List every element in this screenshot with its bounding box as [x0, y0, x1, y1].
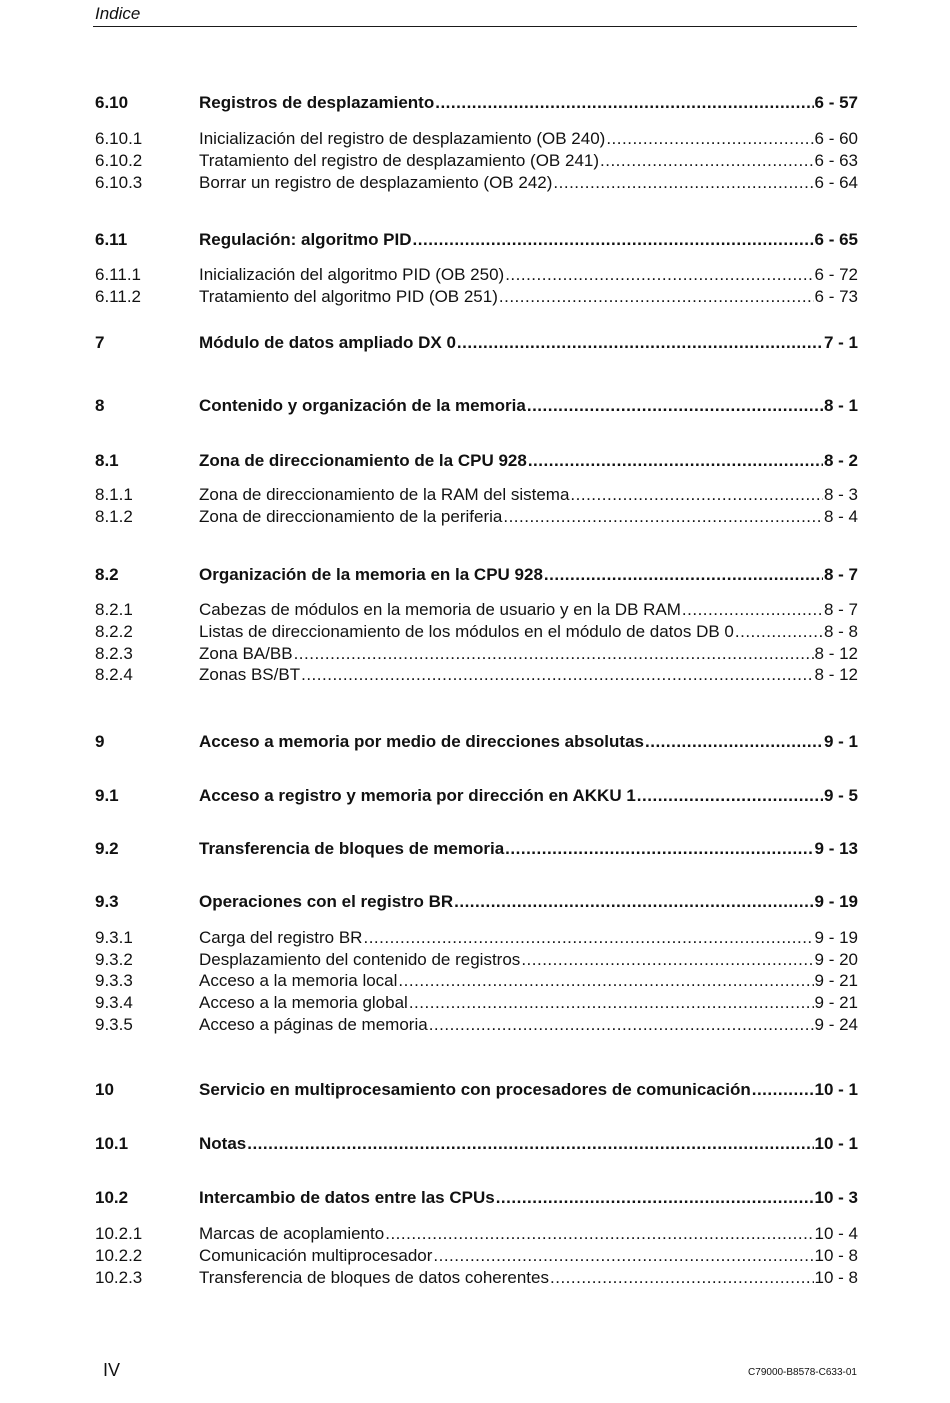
toc-entry-number: 9.2 — [95, 839, 119, 858]
toc-entry-title: Acceso a la memoria global — [199, 993, 408, 1012]
toc-entry-page: 6 - 57 — [814, 93, 858, 112]
toc-entry — [95, 970, 858, 992]
toc-entry — [95, 484, 858, 506]
page-header-title: Indice — [95, 4, 141, 23]
toc-entry-number: 8.1.1 — [95, 485, 133, 504]
toc-entry — [95, 264, 858, 286]
toc-entry — [95, 1079, 858, 1101]
toc-dot-leader — [600, 150, 814, 172]
toc-entry-number: 10.2.1 — [95, 1224, 143, 1243]
toc-entry-page: 8 - 12 — [814, 665, 858, 684]
toc-entry-page: 6 - 65 — [814, 230, 858, 249]
toc-entry-page: 8 - 4 — [823, 507, 858, 526]
toc-entry-page: 8 - 1 — [823, 396, 858, 415]
toc-entry-title: Transferencia de bloques de memoria — [199, 839, 505, 858]
toc-entry-title: Organización de la memoria en la CPU 928 — [199, 565, 543, 584]
toc-entry-number: 10.2.2 — [95, 1246, 143, 1265]
toc-entry-title: Servicio en multiprocesamiento con procesadores de comunicación — [199, 1080, 751, 1099]
toc-entry — [95, 1245, 858, 1267]
toc-dot-leader — [550, 1267, 814, 1289]
toc-entry-number: 9.3.5 — [95, 1015, 133, 1034]
toc-entry-title: Carga del registro BR — [199, 928, 363, 947]
toc-entry-number: 9.3.3 — [95, 971, 133, 990]
toc-entry-page: 9 - 19 — [814, 892, 858, 911]
toc-dot-leader — [363, 927, 813, 949]
toc-entry-number: 10.2.3 — [95, 1268, 143, 1287]
toc-entry — [95, 838, 858, 860]
toc-entry-title: Listas de direccionamiento de los módulos en el módulo de datos DB 0 — [199, 622, 734, 641]
toc-entry-page: 8 - 3 — [823, 485, 858, 504]
toc-entry-number: 6.11.2 — [95, 287, 142, 306]
toc-entry — [95, 229, 858, 251]
toc-dot-leader — [752, 1079, 814, 1101]
toc-entry-number: 6.10.2 — [95, 151, 143, 170]
toc-entry-title: Inicialización del algoritmo PID (OB 250) — [199, 265, 505, 284]
toc-dot-leader — [553, 172, 813, 194]
toc-entry-number: 8.2.4 — [95, 665, 133, 684]
toc-entry-number: 8.2 — [95, 565, 119, 584]
toc-dot-leader — [499, 286, 814, 308]
toc-entry-page: 10 - 1 — [814, 1134, 858, 1153]
toc-entry-title: Registros de desplazamiento — [199, 93, 435, 112]
toc-entry-title: Módulo de datos ampliado DX 0 — [199, 333, 456, 352]
toc-entry-number: 8.1 — [95, 451, 119, 470]
toc-entry — [95, 332, 858, 354]
toc-dot-leader — [637, 785, 823, 807]
toc-entry-page: 9 - 21 — [814, 971, 858, 990]
toc-entry-page: 8 - 8 — [823, 622, 858, 641]
toc-dot-leader — [294, 643, 814, 665]
toc-dot-leader — [505, 264, 813, 286]
toc-entry — [95, 172, 858, 194]
toc-entry-number: 10 — [95, 1080, 114, 1099]
toc-dot-leader — [521, 949, 813, 971]
toc-entry-number: 9.3.1 — [95, 928, 133, 947]
toc-dot-leader — [398, 970, 813, 992]
toc-entry-title: Contenido y organización de la memoria — [199, 396, 526, 415]
toc-entry — [95, 128, 858, 150]
toc-entry-number: 6.11.1 — [95, 265, 142, 284]
toc-entry-number: 9.1 — [95, 786, 119, 805]
toc-dot-leader — [503, 506, 823, 528]
toc-entry-number: 6.10 — [95, 93, 129, 112]
toc-entry — [95, 286, 858, 308]
toc-entry-title: Acceso a páginas de memoria — [199, 1015, 428, 1034]
toc-entry-number: 6.10.1 — [95, 129, 143, 148]
toc-entry-title: Transferencia de bloques de datos coherentes — [199, 1268, 549, 1287]
toc-entry — [95, 450, 858, 472]
footer-page-number: IV — [103, 1360, 121, 1380]
toc-entry-title: Zona de direccionamiento de la CPU 928 — [199, 451, 527, 470]
toc-dot-leader — [528, 450, 823, 472]
toc-entry-page: 9 - 20 — [814, 950, 858, 969]
toc-entry — [95, 927, 858, 949]
toc-entry — [95, 949, 858, 971]
toc-entry-number: 7 — [95, 333, 105, 352]
toc-entry-title: Desplazamiento del contenido de registros — [199, 950, 521, 969]
toc-entry-number: 8.2.3 — [95, 644, 133, 663]
toc-entry-number: 9.3 — [95, 892, 119, 911]
toc-dot-leader — [496, 1187, 814, 1209]
toc-entry-page: 9 - 13 — [814, 839, 858, 858]
toc-entry-page: 10 - 3 — [814, 1188, 858, 1207]
toc-entry-page: 10 - 4 — [814, 1224, 858, 1243]
toc-dot-leader — [413, 229, 814, 251]
toc-entry-number: 6.11 — [95, 230, 128, 249]
toc-entry-page: 9 - 21 — [814, 993, 858, 1012]
toc-entry-number: 10.1 — [95, 1134, 129, 1153]
toc-entry-number: 8.2.2 — [95, 622, 133, 641]
toc-dot-leader — [735, 621, 823, 643]
toc-entry-page: 9 - 1 — [823, 732, 858, 751]
toc-entry-title: Acceso a memoria por medio de direcciones absolutas — [199, 732, 644, 751]
toc-entry — [95, 1133, 858, 1155]
toc-entry-title: Cabezas de módulos en la memoria de usuario y en la DB RAM — [199, 600, 681, 619]
toc-entry-number: 9 — [95, 732, 105, 751]
toc-dot-leader — [544, 564, 823, 586]
toc-entry-title: Acceso a registro y memoria por dirección en AKKU 1 — [199, 786, 636, 805]
toc-entry-page: 6 - 64 — [814, 173, 858, 192]
toc-entry-page: 10 - 8 — [814, 1246, 858, 1265]
toc-entry — [95, 92, 858, 114]
toc-entry-number: 8 — [95, 396, 105, 415]
toc-entry-title: Intercambio de datos entre las CPUs — [199, 1188, 495, 1207]
toc-dot-leader — [570, 484, 823, 506]
toc-entry-title: Comunicación multiprocesador — [199, 1246, 433, 1265]
toc-entry-page: 10 - 8 — [814, 1268, 858, 1287]
toc-dot-leader — [682, 599, 823, 621]
toc-entry-page: 9 - 19 — [814, 928, 858, 947]
toc-entry — [95, 643, 858, 665]
toc-dot-leader — [435, 92, 813, 114]
toc-entry — [95, 1223, 858, 1245]
toc-entry-page: 8 - 2 — [823, 451, 858, 470]
toc-dot-leader — [433, 1245, 813, 1267]
toc-entry — [95, 785, 858, 807]
toc-entry-title: Inicialización del registro de desplazamiento (OB 240) — [199, 129, 606, 148]
toc-entry-title: Zona de direccionamiento de la periferia — [199, 507, 503, 526]
toc-dot-leader — [301, 664, 813, 686]
toc-dot-leader — [409, 992, 814, 1014]
toc-dot-leader — [527, 395, 823, 417]
toc-entry — [95, 891, 858, 913]
toc-entry-page: 6 - 72 — [814, 265, 858, 284]
toc-entry-title: Regulación: algoritmo PID — [199, 230, 412, 249]
toc-entry — [95, 731, 858, 753]
toc-entry — [95, 506, 858, 528]
toc-dot-leader — [457, 332, 823, 354]
toc-entry-title: Tratamiento del registro de desplazamiento (OB 241) — [199, 151, 600, 170]
toc-entry — [95, 599, 858, 621]
toc-dot-leader — [385, 1223, 813, 1245]
toc-entry-page: 10 - 1 — [814, 1080, 858, 1099]
toc-entry-page: 6 - 73 — [814, 287, 858, 306]
toc-entry-page: 9 - 24 — [814, 1015, 858, 1034]
toc-entry-title: Notas — [199, 1134, 247, 1153]
toc-entry — [95, 1014, 858, 1036]
toc-entry-page: 8 - 12 — [814, 644, 858, 663]
toc-dot-leader — [606, 128, 813, 150]
toc-entry-number: 9.3.4 — [95, 993, 133, 1012]
toc-entry-page: 7 - 1 — [823, 333, 858, 352]
toc-entry-title: Marcas de acoplamiento — [199, 1224, 385, 1243]
toc-dot-leader — [505, 838, 813, 860]
toc-dot-leader — [247, 1133, 813, 1155]
toc-entry — [95, 621, 858, 643]
toc-entry-number: 8.1.2 — [95, 507, 133, 526]
toc-entry-title: Zona BA/BB — [199, 644, 293, 663]
toc-entry-page: 8 - 7 — [823, 565, 858, 584]
toc-entry — [95, 564, 858, 586]
toc-entry-number: 8.2.1 — [95, 600, 133, 619]
toc-entry — [95, 664, 858, 686]
toc-entry — [95, 150, 858, 172]
toc-entry-title: Zona de direccionamiento de la RAM del sistema — [199, 485, 570, 504]
toc-entry-number: 9.3.2 — [95, 950, 133, 969]
toc-entry-title: Tratamiento del algoritmo PID (OB 251) — [199, 287, 498, 306]
toc-entry-page: 6 - 60 — [814, 129, 858, 148]
footer-document-code: C79000-B8578-C633-01 — [748, 1367, 857, 1378]
toc-entry-title: Borrar un registro de desplazamiento (OB 242) — [199, 173, 553, 192]
toc-entry-title: Operaciones con el registro BR — [199, 892, 454, 911]
toc-entry — [95, 1267, 858, 1289]
toc-entry-number: 6.10.3 — [95, 173, 143, 192]
toc-entry-title: Zonas BS/BT — [199, 665, 301, 684]
toc-dot-leader — [454, 891, 813, 913]
toc-entry-page: 9 - 5 — [823, 786, 858, 805]
toc-entry — [95, 992, 858, 1014]
toc-entry — [95, 1187, 858, 1209]
toc-entry — [95, 395, 858, 417]
toc-entry-page: 8 - 7 — [823, 600, 858, 619]
toc-dot-leader — [645, 731, 823, 753]
toc-entry-title: Acceso a la memoria local — [199, 971, 398, 990]
toc-entry-page: 6 - 63 — [814, 151, 858, 170]
toc-entry-number: 10.2 — [95, 1188, 129, 1207]
toc-dot-leader — [429, 1014, 814, 1036]
